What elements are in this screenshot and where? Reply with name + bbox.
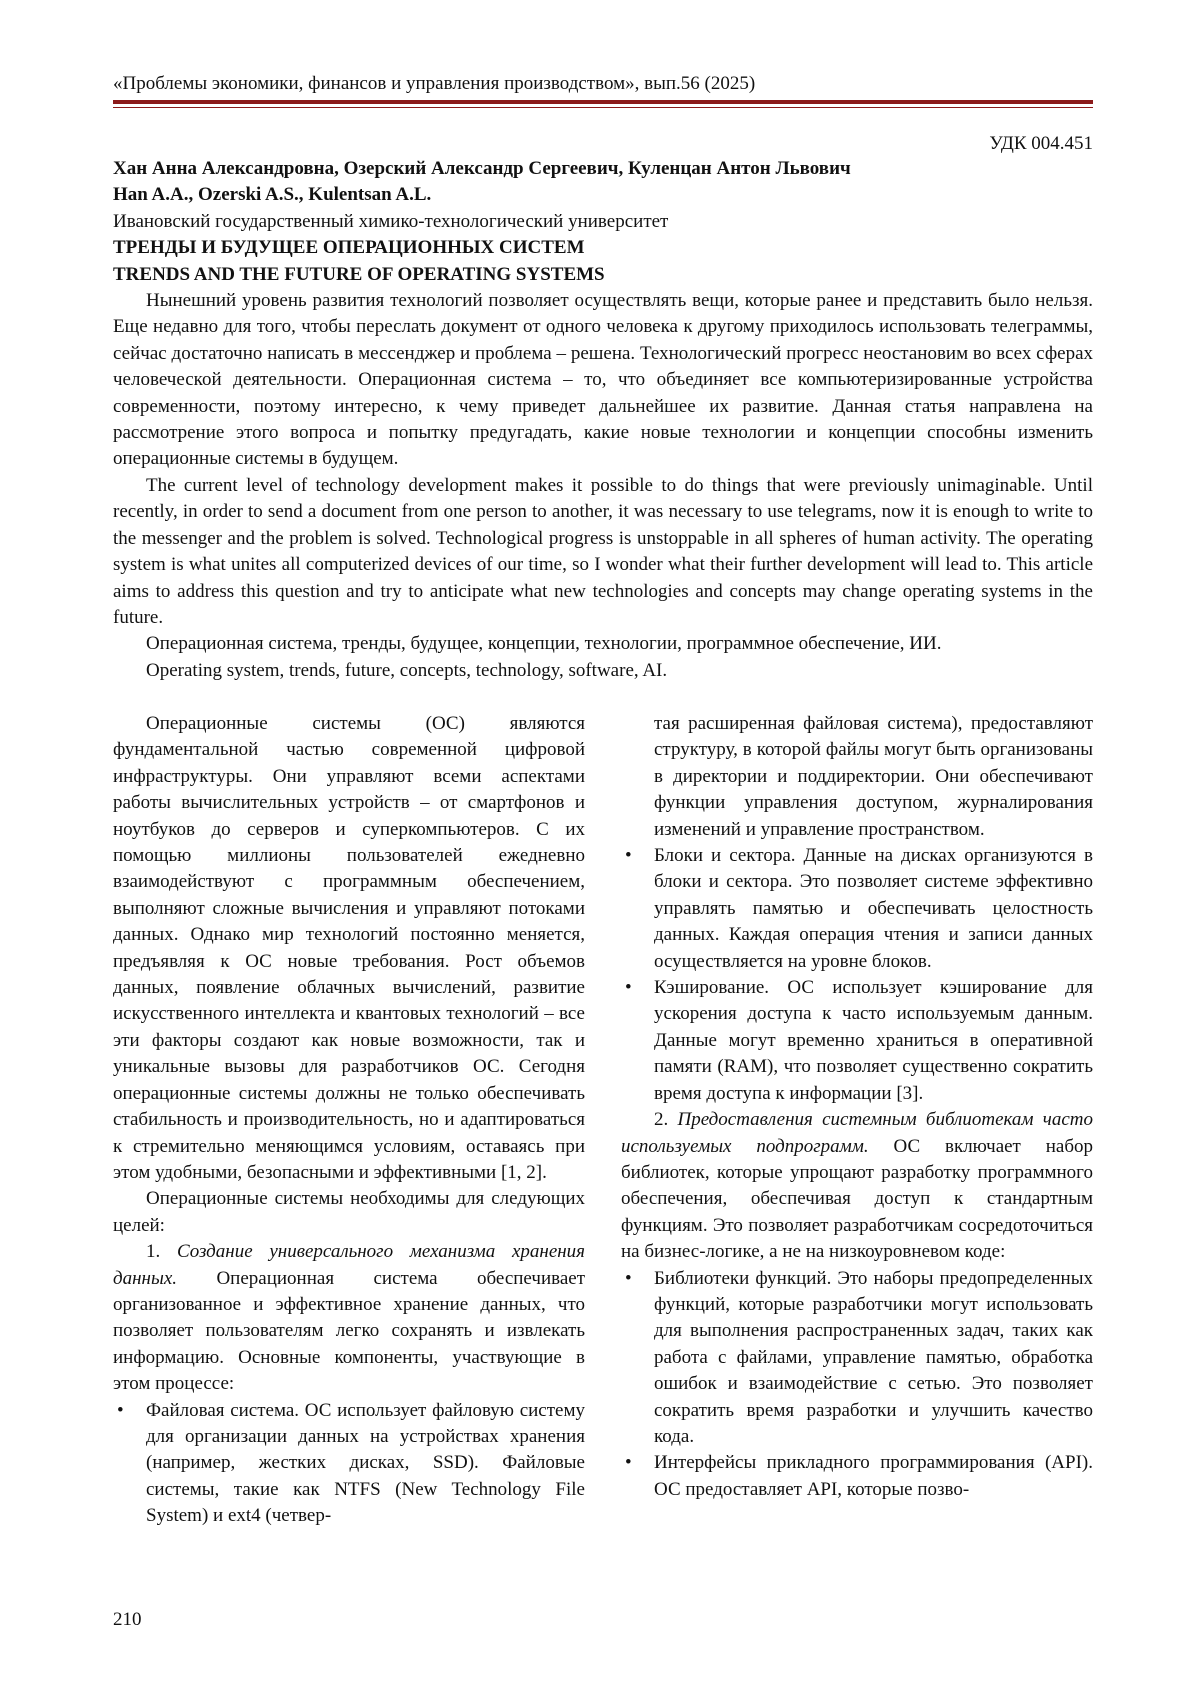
goal-2-text: ОС включает набор библиотек, которые упрощают разработку программного обеспечения, обеспечивая доступ к стандартным функциям. Это позволяет разработчикам сосредоточиться на бизнес-логике, а не на низкоуровневом коде: xyxy=(621,1135,1093,1263)
running-head: «Проблемы экономики, финансов и управления производством», вып.56 (2025) xyxy=(113,73,756,94)
article-front-matter xyxy=(113,156,1093,684)
keywords-en: Operating system, trends, future, concepts, technology, software, AI. xyxy=(146,659,668,681)
goal-number: 1. xyxy=(146,1241,161,1263)
list-item xyxy=(113,1398,585,1530)
bullet-list xyxy=(113,1398,585,1530)
bullet-icon: • xyxy=(117,1399,124,1421)
goal-number: 2. xyxy=(654,1109,669,1131)
udk-code: УДК 004.451 xyxy=(989,133,1093,154)
bullet-icon: • xyxy=(625,845,632,867)
affiliation: Ивановский государственный химико-технологический университет xyxy=(113,210,669,232)
body-columns xyxy=(113,711,1093,1591)
header-rule-thick xyxy=(113,100,1093,104)
list-item-text: Библиотеки функций. Это наборы предопределенных функций, которые разработчики могут использовать для выполнения распространенных задач, таких как работа с файлами, управление памятью, обработка ошибок и взаимодействие с сетью. Это позволяет сократить время разработки и улучшить качество кода. xyxy=(654,1267,1093,1447)
body-paragraph: Операционные системы (ОС) являются фундаментальной частью современной цифровой инфраструктуры. Они управляют всеми аспектами работы вычислительных устройств – от смартфонов и ноутбуков до серверов и суперкомпьютеров. С их помощью миллионы пользователей ежедневно взаимодействуют с программным обеспечением, выполняют сложные вычисления и управляют потоками данных. Однако мир технологий постоянно меняется, предъявляя к ОС новые требования. Рост объемов данных, появление облачных вычислений, развитие искусственного интеллекта и квантовых технологий – все эти факторы создают как новые возможности, так и уникальные вызовы для разработчиков ОС. Сегодня операционные системы должны не только обеспечивать стабильность и производительность, но и адаптироваться к стремительно меняющимся условиям, оставаясь при этом удобными, безопасными и эффективными [1, 2]. xyxy=(113,713,585,1183)
abstract-ru: Нынешний уровень развития технологий позволяет осуществлять вещи, которые ранее и представить было нельзя. Еще недавно для того, чтобы переслать документ от одного человека к другому приходилось использовать телеграммы, сейчас достаточно написать в мессенджер и проблема – решена. Технологический прогресс неостановим во всех сферах человеческой деятельности. Операционная система – то, что объединяет все компьютеризированные устройства современности, поэтому интересно, к чему приведет дальнейшее их развитие. Данная статья направлена на рассмотрение этого вопроса и попытку предугадать, какие новые технологии и концепции способны изменить операционные системы в будущем. xyxy=(113,290,1093,470)
list-item-continuation: тая расширенная файловая система), предоставляют структуру, в которой файлы могут быть организованы в директории и поддиректории. Они обеспечивают функции управления доступом, журналирования изменений и управление пространством. xyxy=(654,713,1093,840)
list-item xyxy=(621,1450,1093,1503)
list-item xyxy=(621,975,1093,1107)
list-item xyxy=(621,1266,1093,1451)
bullet-icon: • xyxy=(625,1452,632,1474)
list-item-text: Интерфейсы прикладного программирования (API). ОС предоставляет API, которые позво- xyxy=(654,1452,1093,1500)
goal-1-title: Создание универсального механизма хранения данных. xyxy=(113,1241,586,1289)
title-en: TRENDS AND THE FUTURE OF OPERATING SYSTEMS xyxy=(113,263,605,285)
page-number: 210 xyxy=(113,1609,142,1630)
goal-2-paragraph xyxy=(621,1107,1093,1265)
goal-1-paragraph xyxy=(113,1239,585,1397)
body-paragraph: Операционные системы необходимы для следующих целей: xyxy=(113,1188,585,1236)
keywords-ru: Операционная система, тренды, будущее, концепции, технологии, программное обеспечение, ИИ. xyxy=(146,633,942,655)
authors-ru: Хан Анна Александровна, Озерский Александр Сергеевич, Куленцан Антон Львович xyxy=(113,158,851,179)
left-column xyxy=(113,711,585,1530)
abstract-en: The current level of technology development makes it possible to do things that were previously unimaginable. Until recently, in order to send a document from one person to another, it was necessary to use telegrams, now it is enough to write to the messenger and the problem is solved. Technological progress is unstoppable in all spheres of human activity. The operating system is what unites all computerized devices of our time, so I wonder what their further development will lead to. This article aims to address this question and try to anticipate what new technologies and concepts may change operating systems in the future. xyxy=(113,474,1093,628)
goal-2-title: Предоставления системным библиотекам часто используемых подпрограмм. xyxy=(621,1109,1093,1157)
title-ru: ТРЕНДЫ И БУДУЩЕЕ ОПЕРАЦИОННЫХ СИСТЕМ xyxy=(113,237,585,259)
header-rule-thin xyxy=(113,107,1093,108)
list-item-text: Файловая система. ОС использует файловую систему для организации данных на устройствах хранения (например, жестких дисках, SSD). Файловые системы, такие как NTFS (New Technology File System) и ext4 (четвер- xyxy=(146,1399,585,1527)
bullet-list xyxy=(621,1266,1093,1504)
bullet-icon: • xyxy=(625,1267,632,1289)
right-column xyxy=(621,711,1093,1503)
goal-1-text: Операционная система обеспечивает организованное и эффективное хранение данных, что позволяет пользователям легко сохранять и извлекать информацию. Основные компоненты, участвующие в этом процессе: xyxy=(113,1267,586,1395)
authors-en: Han A.A., Ozerski A.S., Kulentsan A.L. xyxy=(113,184,432,206)
bullet-icon: • xyxy=(625,977,632,999)
bullet-list xyxy=(621,843,1093,1107)
list-item-text: Блоки и сектора. Данные на дисках организуются в блоки и сектора. Это позволяет системе эффективно управлять памятью и обеспечивать целостность данных. Каждая операция чтения и записи данных осуществляется на уровне блоков. xyxy=(654,845,1093,972)
list-item-text: Кэширование. ОС использует кэширование для ускорения доступа к часто используемым данным. Данные могут временно храниться в оперативной памяти (RAM), что позволяет существенно сократить время доступа к информации [3]. xyxy=(654,977,1093,1104)
list-item xyxy=(621,843,1093,975)
